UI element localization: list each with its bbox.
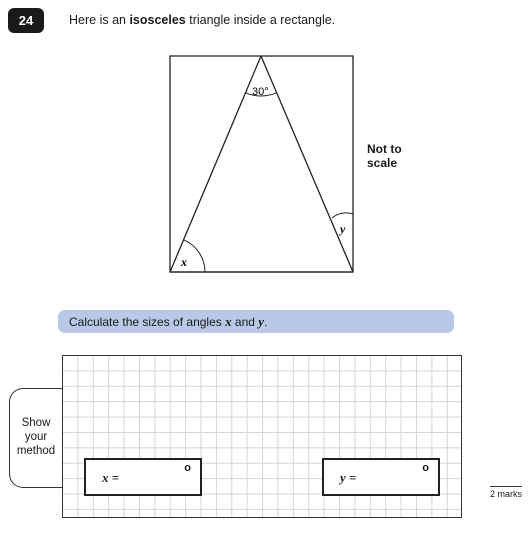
question-text-prefix: Here is an <box>69 13 130 27</box>
show-method-label <box>9 416 63 458</box>
answer-y-degree: o <box>422 462 429 474</box>
answer-box-y[interactable] <box>322 458 440 496</box>
y-angle-label: y <box>340 222 346 236</box>
instruction-prefix: Calculate the sizes of angles <box>69 315 226 329</box>
x-angle-label: x <box>181 255 187 269</box>
answer-x-label <box>102 470 119 486</box>
answer-box-x[interactable] <box>84 458 202 496</box>
question-text-suffix: triangle inside a rectangle. <box>185 13 336 27</box>
not-to-scale-note <box>367 142 402 170</box>
answer-y-eq: = <box>345 470 357 485</box>
marks-label: 2 marks <box>490 486 522 499</box>
triangle-right-side <box>261 56 353 272</box>
note-line-1: Not to <box>367 142 402 156</box>
question-number: 24 <box>8 8 44 33</box>
instruction-var-y: y <box>258 314 265 329</box>
answer-x-var: x <box>102 470 109 485</box>
method-line-3: method <box>16 445 56 457</box>
instruction-var-x: x <box>225 314 232 329</box>
question-text-bold: isosceles <box>129 13 186 27</box>
answer-x-degree: o <box>184 462 191 474</box>
answer-y-var: y <box>340 470 346 485</box>
answer-x-eq: = <box>108 470 120 485</box>
answer-y-label <box>340 470 356 486</box>
method-line-2: your <box>24 431 48 443</box>
triangle-left-side <box>170 56 261 272</box>
apex-angle-label: 30° <box>252 86 269 98</box>
instruction-suffix: . <box>264 315 268 329</box>
y-angle-arc <box>332 213 353 218</box>
note-line-2: scale <box>367 156 398 170</box>
instruction-mid: and <box>231 315 259 329</box>
method-line-1: Show <box>21 417 51 429</box>
instruction-banner <box>58 310 454 333</box>
